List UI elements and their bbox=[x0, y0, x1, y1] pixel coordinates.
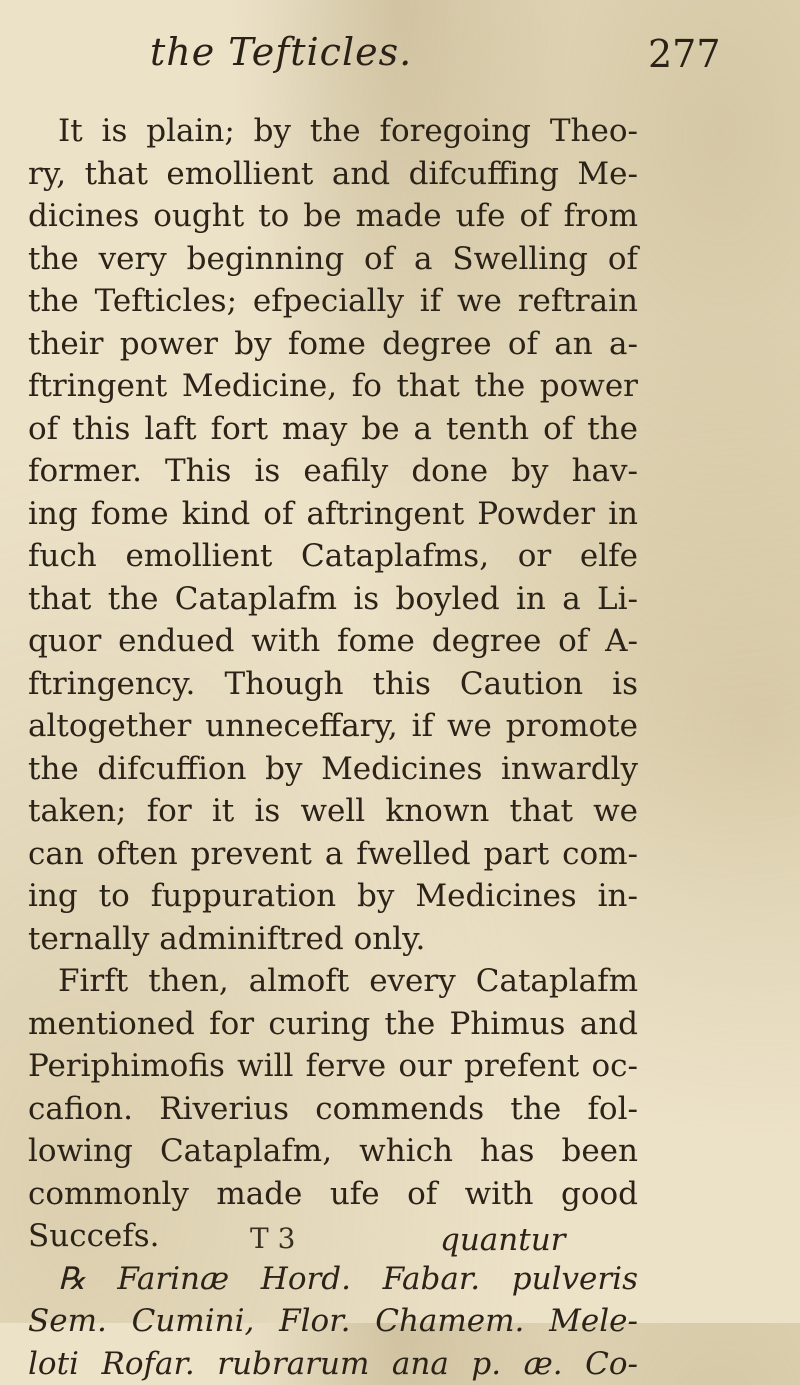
text-line: ry, that emollient and difcuffing Me- bbox=[28, 153, 638, 196]
text-line: the Tefticles; efpecially if we reftrain bbox=[28, 280, 638, 323]
text-line: ing fome kind of aftringent Powder in bbox=[28, 493, 638, 536]
text-line: fuch emollient Cataplafms, or elfe bbox=[28, 535, 638, 578]
text-line: the difcuffion by Medicines inwardly bbox=[28, 748, 638, 791]
text-line: mentioned for curing the Phimus and bbox=[28, 1003, 638, 1046]
text-line: loti Rofar. rubrarum ana p. æ. Co- bbox=[28, 1343, 638, 1385]
catchword: quantur bbox=[440, 1222, 566, 1258]
text-line: It is plain; by the foregoing Theo- bbox=[28, 110, 638, 153]
text-line: commonly made ufe of with good bbox=[28, 1173, 638, 1216]
text-line: dicines ought to be made ufe of from bbox=[28, 195, 638, 238]
text-line: altogether unneceffary, if we promote bbox=[28, 705, 638, 748]
text-line: Sem. Cumini, Flor. Chamem. Mele- bbox=[28, 1300, 638, 1343]
text-line: quor endued with fome degree of A- bbox=[28, 620, 638, 663]
text-line: cafion. Riverius commends the fol- bbox=[28, 1088, 638, 1131]
text-line: the very beginning of a Swelling of bbox=[28, 238, 638, 281]
text-line: their power by fome degree of an a- bbox=[28, 323, 638, 366]
text-line: that the Cataplafm is boyled in a Li- bbox=[28, 578, 638, 621]
text-line: taken; for it is well known that we bbox=[28, 790, 638, 833]
text-line: of this laft fort may be a tenth of the bbox=[28, 408, 638, 451]
text-line: ing to fuppuration by Medicines in- bbox=[28, 875, 638, 918]
text-line: can often prevent a fwelled part com- bbox=[28, 833, 638, 876]
text-line: ftringent Medicine, fo that the power bbox=[28, 365, 638, 408]
text-line: lowing Cataplafm, which has been bbox=[28, 1130, 638, 1173]
text-line: Periphimofis will ferve our prefent oc- bbox=[28, 1045, 638, 1088]
running-head: the Tefticles. bbox=[150, 30, 412, 74]
page-number: 277 bbox=[648, 32, 721, 76]
text-line: ternally adminiftred only. bbox=[28, 918, 638, 961]
text-line: Succefs. bbox=[28, 1215, 638, 1258]
text-line: ftringency. Though this Caution is bbox=[28, 663, 638, 706]
body-text bbox=[28, 110, 638, 1385]
text-line: ℞ Farinæ Hord. Fabar. pulveris bbox=[28, 1258, 638, 1301]
text-line: Firft then, almoft every Cataplafm bbox=[28, 960, 638, 1003]
signature-mark: T 3 bbox=[250, 1222, 295, 1255]
text-line: former. This is eafily done by hav- bbox=[28, 450, 638, 493]
